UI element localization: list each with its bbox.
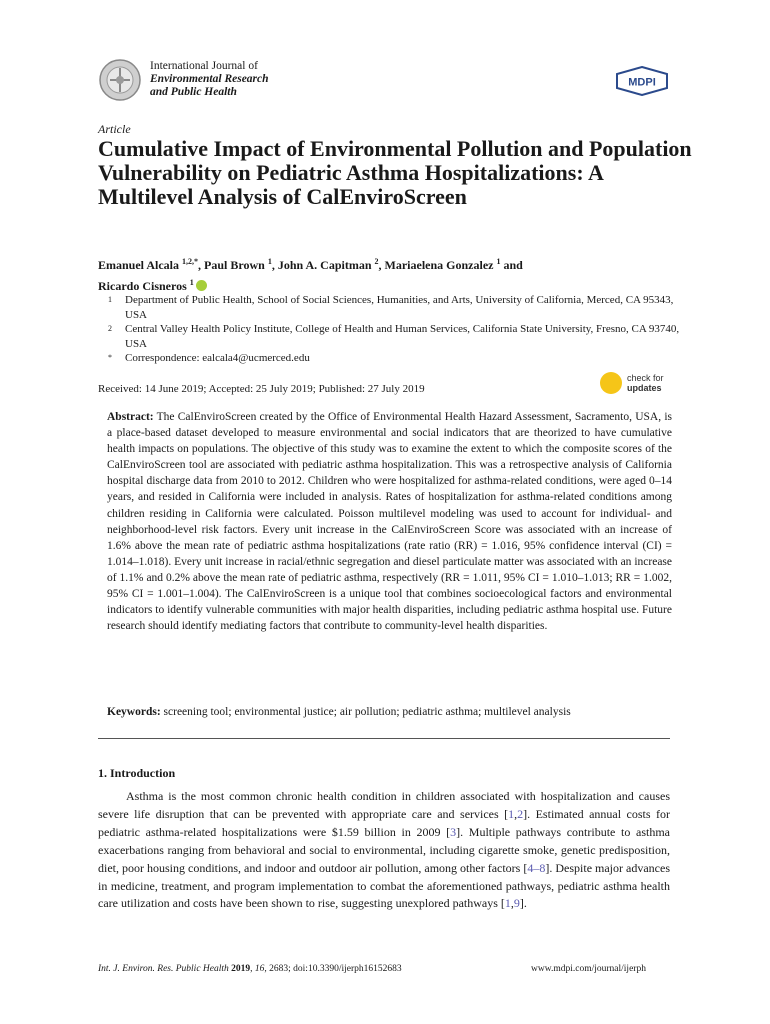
author-affiliation-sup: 1 [496, 257, 501, 266]
footer-url[interactable]: www.mdpi.com/journal/ijerph [531, 964, 646, 974]
paragraph-text: Asthma is the most common chronic health condition in children associated with hospitalization and causes severe life disruption that can be prevented with appropriate care and services [ [98, 789, 670, 821]
check-for-updates-badge[interactable] [600, 370, 680, 396]
author-name[interactable]: Mariaelena Gonzalez [384, 258, 494, 272]
keywords [107, 704, 672, 720]
author-name[interactable]: Emanuel Alcala [98, 258, 180, 272]
journal-name-line-3: and Public Health [150, 86, 237, 98]
orcid-icon[interactable] [196, 280, 207, 291]
citation-link[interactable]: 4–8 [527, 860, 546, 875]
abstract [107, 409, 672, 634]
mdpi-logo-text: MDPI [628, 76, 656, 89]
author-affiliation-sup: 2 [374, 257, 379, 266]
citation-link[interactable]: 9 [513, 896, 520, 911]
footer-journal: Int. J. Environ. Res. Public Health [98, 964, 229, 974]
citation-link[interactable]: 1 [508, 806, 515, 821]
check-updates-line-2: updates [627, 383, 662, 393]
introduction-paragraph [98, 788, 670, 913]
affiliation-text: Department of Public Health, School of Social Sciences, Humanities, and Arts, University of California, Merced, CA 95343, USA [125, 294, 674, 321]
affiliation-number: * [108, 353, 112, 363]
journal-logo [98, 58, 142, 102]
paragraph-text: ]. Multiple pathways contribute to asthma exacerbations ranging from behavioral and social to environmental, including cigarette smoke, genetic predisposition, diet, poor housing conditions, and indoor and outdoor air pollution, among other factors [ [98, 824, 671, 875]
footer-citation: Int. J. Environ. Res. Public Health 2019, 16, 2683; doi:10.3390/ijerph16152683 [98, 964, 402, 974]
check-updates-icon [600, 372, 622, 394]
affiliation-number: 1 [108, 295, 112, 304]
author-affiliation-sup: 1 [189, 278, 194, 287]
affiliation-item [98, 293, 688, 322]
check-updates-line-1: check for [627, 373, 664, 383]
affiliations [98, 293, 688, 366]
mdpi-logo [614, 66, 670, 96]
footer-year: 2019 [231, 964, 251, 974]
citation-link[interactable]: 3 [450, 824, 457, 839]
paragraph-text: ]. Estimated annual costs for pediatric asthma-related hospitalizations were $1.59 billion in 2009 [ [98, 806, 670, 839]
section-divider [98, 738, 670, 739]
paragraph-text: , [510, 896, 514, 911]
affiliation-item [98, 322, 688, 351]
author-list: Emanuel Alcala $^{1,2,*}$, Paul Brown $^1$, John A. Capitman $^2$, Mariaelena Gonzalez $^1$ and Ricardo Cisneros $^1$ [98, 257, 523, 293]
footer-volume: 16 [254, 964, 265, 974]
abstract-text: The CalEnviroScreen created by the Office of Environmental Health Hazard Assessment, Sacramento, USA, is a place-based dataset developed to measure environmental and social indicators that are theorized to have cumulative health impacts on populations. The objective of this study was to examine the extent to which the composite scores of the CalEnviroScreen tool are associated with pediatric asthma hospitalization. This was a retrospective analysis of California hospital discharge data from 2010 to 2012. Children who were hospitalized for asthma-related conditions, were aged 0–14 years, and resided in California were included in analysis. Rates of hospitalization for asthma-related conditions among children residing in California were calculated. Poisson multilevel modeling was used to account for individual- and neighborhood-level risk factors. Every unit increase in the CalEnviroScreen Score was associated with an increase of 1.6% above the mean rate of pediatric asthma hospitalizations (rate ratio (RR) = 1.016, 95% confidence interval (CI) = 1.014–1.018). Every unit increase in racial/ethnic segregation and diesel particulate matter was associated with an increase of 1.1% and 0.2% above the mean rate of pediatric asthma, respectively (RR = 1.011, 95% CI = 1.010–1.013; RR = 1.002, 95% CI = 1.001–1.004). The CalEnviroScreen is a unique tool that combines socioecological factors and environmental indicators to identify vulnerable communities with major health disparities, including pediatric asthma hospital use. Future research should identify mediating factors that contribute to community-level health disparities. [107, 411, 672, 633]
author-affiliation-sup: 1,2,* [182, 257, 199, 266]
correspondence-text[interactable]: Correspondence: ealcala4@ucmerced.edu [125, 352, 310, 365]
journal-emblem-icon [98, 58, 142, 102]
affiliation-number: 2 [108, 324, 112, 334]
footer-doi[interactable]: , 2683; doi:10.3390/ijerph16152683 [264, 964, 402, 974]
paragraph-text: ]. Despite major advances in medicine, treatment, and program implementation to combat the aforementioned pathways, pediatric asthma health care utilization and costs have been shown to rise, suggesting unexplored pathways [ [98, 860, 670, 911]
article-title: Cumulative Impact of Environmental Pollution and Population Vulnerability on Pediatric Asthma Hospitalizations: A Multilevel Analysis of CalEnviroScreen [98, 136, 692, 209]
keywords-label: Keywords: [107, 706, 161, 718]
affiliation-item [98, 351, 688, 366]
journal-name [150, 60, 269, 99]
author-affiliation-sup: 1 [267, 257, 272, 266]
citation-link[interactable]: 1 [504, 896, 511, 911]
author-name[interactable]: John A. Capitman [277, 258, 372, 272]
author-name[interactable]: Paul Brown [204, 258, 265, 272]
affiliation-text: Central Valley Health Policy Institute, College of Health and Human Services, California State University, Fresno, CA 93740, USA [125, 323, 680, 350]
authors-and: and [503, 258, 523, 272]
paragraph-text: , [514, 806, 518, 821]
keywords-text: screening tool; environmental justice; air pollution; pediatric asthma; multilevel analysis [163, 706, 571, 718]
citation-link[interactable]: 2 [517, 806, 524, 821]
journal-name-line-2: Environmental Research [150, 73, 269, 85]
abstract-label: Abstract: [107, 411, 154, 423]
journal-name-line-1: International Journal of [150, 60, 258, 72]
author-name[interactable]: Ricardo Cisneros [98, 279, 187, 293]
article-type: Article [98, 122, 131, 136]
section-heading: 1. Introduction [98, 766, 176, 780]
publication-dates: Received: 14 June 2019; Accepted: 25 July 2019; Published: 27 July 2019 [98, 383, 425, 395]
paragraph-text: ]. [519, 896, 527, 911]
mdpi-logo-icon [614, 66, 670, 96]
